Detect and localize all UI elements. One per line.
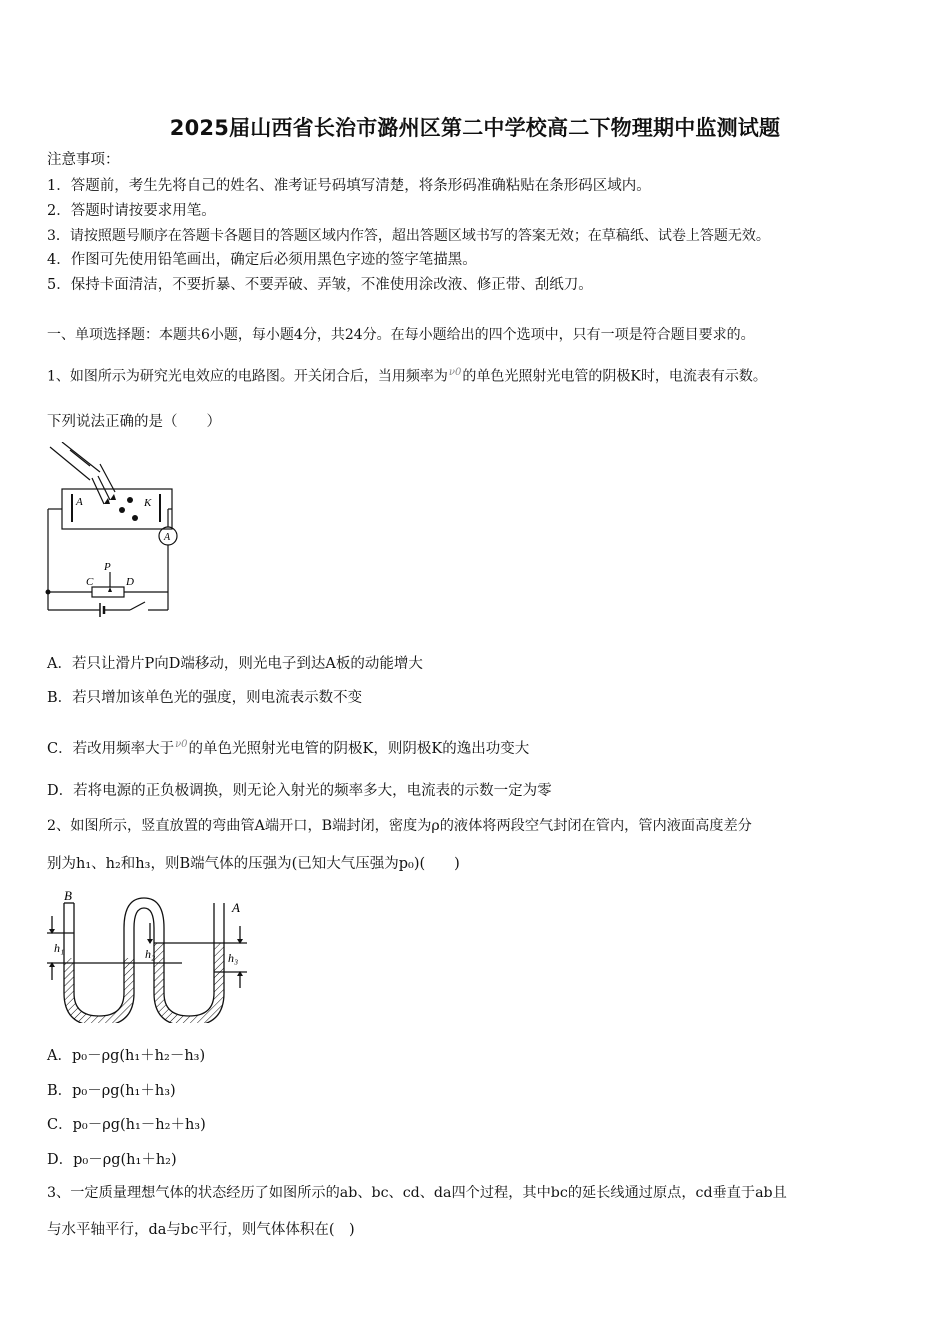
q3-stem: 3、一定质量理想气体的状态经历了如图所示的ab、bc、cd、da四个过程，其中bc的延长线通过原点，cd垂直于ab且 <box>47 1185 787 1201</box>
q2-option-d[interactable]: D．p₀－ρg(h₁＋h₂) <box>47 1152 177 1168</box>
q2-option-c[interactable]: C．p₀－ρg(h₁－h₂＋h₃) <box>47 1117 206 1133</box>
notice-heading: 注意事项： <box>47 152 120 168</box>
height-h1-label: h₁ <box>54 941 65 955</box>
q2-stem: 2、如图所示，竖直放置的弯曲管A端开口，B端封闭，密度为ρ的液体将两段空气封闭在管内，管内液面高度差分 <box>47 818 752 834</box>
page-title: 2025届山西省长治市潞州区第二中学校高二下物理期中监测试题 <box>169 116 781 140</box>
end-a-label: A <box>232 900 240 915</box>
rheostat-end-d: D <box>126 576 134 588</box>
bent-tube-figure <box>42 888 257 1023</box>
end-b-label: B <box>64 888 72 903</box>
ammeter-label: A <box>164 532 171 543</box>
q1-option-d[interactable]: D．若将电源的正负极调换，则无论入射光的频率多大，电流表的示数一定为零 <box>47 783 552 799</box>
height-h2-label: h₂ <box>145 947 156 961</box>
q1-option-c-part: 的单色光照射光电管的阴极K，则阴极K的逸出功变大 <box>188 740 530 757</box>
q2-option-a[interactable]: A．p₀－ρg(h₁＋h₂－h₃) <box>47 1048 206 1064</box>
notice-item: 3．请按照题号顺序在答题卡各题目的答题区域内作答，超出答题区域书写的答案无效；在草稿纸、试卷上答题无效。 <box>47 228 770 244</box>
height-h3-label: h₃ <box>228 951 239 965</box>
q1-option-c-part: C．若改用频率大于 <box>47 740 175 757</box>
q3-stem-line2: 与水平轴平行，da与bc平行，则气体体积在( ) <box>47 1222 355 1238</box>
notice-item: 2．答题时请按要求用笔。 <box>47 203 216 219</box>
cathode-label: K <box>144 497 152 509</box>
q1-stem-part: 的单色光照射光电管的阴极K时，电流表有示数。 <box>462 368 767 385</box>
nu-zero-symbol: ν0 <box>175 739 188 750</box>
q1-stem <box>47 363 767 387</box>
q1-stem-part: 1、如图所示为研究光电效应的电路图。开关闭合后，当用频率为 <box>47 368 448 385</box>
anode-label: A <box>76 496 83 508</box>
q2-option-b[interactable]: B．p₀－ρg(h₁＋h₃) <box>47 1083 176 1099</box>
q1-option-a[interactable]: A．若只让滑片P向D端移动，则光电子到达A板的动能增大 <box>47 656 423 672</box>
q2-stem-line2: 别为h₁、h₂和h₃，则B端气体的压强为(已知大气压强为p₀)( ) <box>47 856 460 872</box>
section-heading: 一、单项选择题：本题共6小题，每小题4分，共24分。在每小题给出的四个选项中，只有一项是符合题目要求的。 <box>47 327 755 343</box>
q1-option-c[interactable] <box>47 735 529 759</box>
rheostat-end-c: C <box>86 576 94 588</box>
q1-stem-line2: 下列说法正确的是（ ） <box>47 414 221 430</box>
notice-item: 1．答题前，考生先将自己的姓名、准考证号码填写清楚，将条形码准确粘贴在条形码区域内。 <box>47 178 651 194</box>
notice-item: 5．保持卡面清洁，不要折暴、不要弄破、弄皱，不准使用涂改液、修正带、刮纸刀。 <box>47 277 593 293</box>
q1-option-b[interactable]: B．若只增加该单色光的强度，则电流表示数不变 <box>47 690 363 706</box>
photoelectric-circuit-figure <box>40 442 185 622</box>
nu-zero-symbol: ν0 <box>448 367 462 378</box>
notice-item: 4．作图可先使用铅笔画出，确定后必须用黑色字迹的签字笔描黑。 <box>47 252 477 268</box>
slider-label: P <box>104 561 111 573</box>
